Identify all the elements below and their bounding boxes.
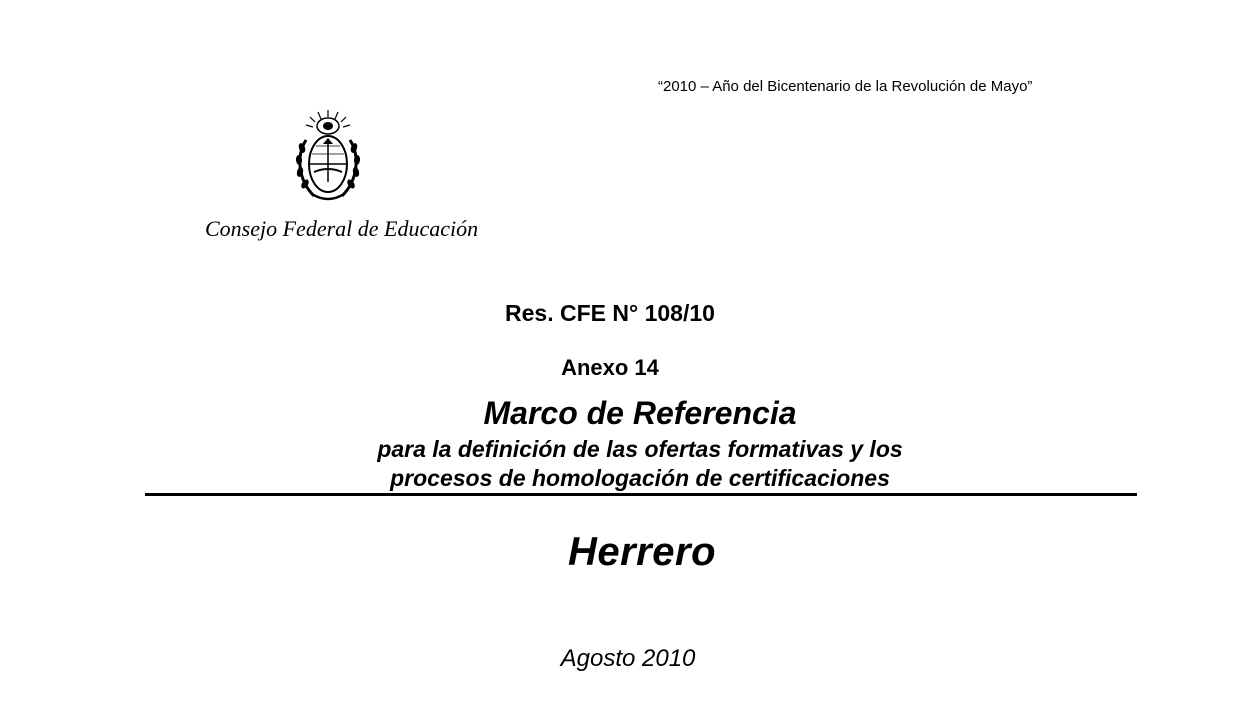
- document-title: Marco de Referencia: [483, 395, 797, 431]
- council-name: Consejo Federal de Educación: [205, 216, 479, 241]
- trade-title: Herrero: [567, 530, 716, 574]
- argentine-coat-of-arms-icon: [292, 108, 364, 206]
- subtitle-line-1: para la definición de las ofertas formativas y los: [377, 436, 903, 462]
- annex-label: Anexo 14: [561, 355, 659, 380]
- divider-rule: [145, 493, 1137, 496]
- motto-text: “2010 – Año del Bicentenario de la Revolución de Mayo”: [658, 78, 1033, 95]
- resolution-number: Res. CFE N° 108/10: [505, 300, 715, 326]
- document-date: Agosto 2010: [560, 645, 696, 672]
- subtitle-line-2: procesos de homologación de certificaciones: [390, 465, 890, 491]
